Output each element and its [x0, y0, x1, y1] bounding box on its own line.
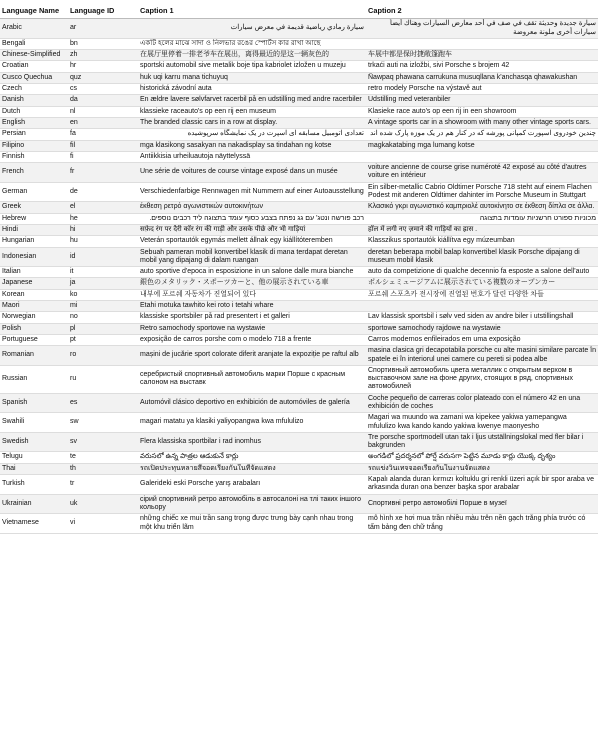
- caption-2-cell: voiture ancienne de course grise numéroté 42 exposé au côté d'autres voiture en intérieur: [366, 163, 598, 183]
- caption-1-cell: huk uqi karru mana tichuyuq: [138, 72, 366, 83]
- table-row: [0, 151, 598, 162]
- caption-1-cell: mga klasikong sasakyan na nakadisplay sa tindahan ng kotse: [138, 140, 366, 151]
- caption-2-cell: అంగడిలో ప్రదర్శనలో పోర్షే వరుసగా పెట్టిన మూడు కార్లు యొక్క దృశ్యం: [366, 452, 598, 463]
- table-row: [0, 365, 598, 393]
- language-id-cell: pt: [68, 334, 138, 345]
- caption-1-cell: Automóvil clásico deportivo en exhibición de automóviles de galería: [138, 393, 366, 413]
- caption-1-cell: Veterán sportautók egymás mellett állnak egy kiállítóteremben: [138, 236, 366, 247]
- table-row: [0, 19, 598, 39]
- table-row: [0, 61, 598, 72]
- language-id-cell: bn: [68, 38, 138, 49]
- table-row: [0, 224, 598, 235]
- header-row: [0, 4, 598, 19]
- language-name-cell: Russian: [0, 365, 68, 393]
- table-row: [0, 475, 598, 495]
- table-row: [0, 452, 598, 463]
- caption-2-cell: Κλασικό γκρι αγωνιστικό καμπριολέ αυτοκίνητο σε έκθεση δίπλα σε άλλα.: [366, 202, 598, 213]
- caption-1-cell: exposição de carros porshe com o modelo 718 a frente: [138, 334, 366, 345]
- caption-2-cell: Ein silber-metallic Cabrio Oldtimer Porsche 718 steht auf einem Flachen Podest mit anderen Oldtimer dahinter im Porsche Museum in Stuttgart: [366, 182, 598, 202]
- caption-1-cell: Etahi motuka tawhito kei roto i tetahi whare: [138, 301, 366, 312]
- language-name-cell: Italian: [0, 267, 68, 278]
- language-id-cell: pl: [68, 323, 138, 334]
- language-name-cell: Croatian: [0, 61, 68, 72]
- caption-1-cell: Verschiedenfarbige Rennwagen mit Nummern auf einer Autoausstellung: [138, 182, 366, 202]
- caption-1-cell: sportski automobil sive metalik boje tipa kabriolet izložen u muzeju: [138, 61, 366, 72]
- language-name-cell: French: [0, 163, 68, 183]
- caption-1-cell: auto sportive d'epoca in esposizione in un salone dalle mura bianche: [138, 267, 366, 278]
- caption-1-cell: Antiikkisia urheiluautoja näyttelyssä: [138, 151, 366, 162]
- language-id-cell: hi: [68, 224, 138, 235]
- language-name-cell: Dutch: [0, 106, 68, 117]
- table-row: [0, 50, 598, 61]
- caption-2-cell: ポルシェミュージアムに展示されている複数のオープンカー: [366, 278, 598, 289]
- language-id-cell: ro: [68, 346, 138, 366]
- language-name-cell: Bengali: [0, 38, 68, 49]
- caption-1-cell: historická závodní auta: [138, 84, 366, 95]
- language-name-cell: Portuguese: [0, 334, 68, 345]
- caption-1-cell: сірий спортивний ретро автомобіль в автосалоні на тлі таких іншого кольору: [138, 494, 366, 514]
- header-language-id: Language ID: [68, 4, 138, 19]
- caption-2-cell: Coche pequeño de carreras color plateado con el número 42 en una exhibición de coches: [366, 393, 598, 413]
- language-id-cell: uk: [68, 494, 138, 514]
- table-row: [0, 117, 598, 128]
- caption-1-cell: একটি হলের মাঝে সাদা ও নিলভার রঙের স্পোর্টস কার রাখা আছে: [138, 38, 366, 49]
- table-row: [0, 413, 598, 433]
- caption-1-cell: 내부에 포르쉐 자동차가 진열되어 있다: [138, 289, 366, 300]
- language-name-cell: Swahili: [0, 413, 68, 433]
- language-id-cell: hu: [68, 236, 138, 247]
- caption-1-cell: تعدادی اتومبیل مسابقه ای اسپرت در یک نمایشگاه سرپوشیده: [138, 129, 366, 140]
- caption-2-cell: auto da competizione di qualche decennio fa esposte a salone dell'auto: [366, 267, 598, 278]
- caption-1-cell: Retro samochody sportowe na wystawie: [138, 323, 366, 334]
- caption-1-cell: सफ़ेद रंग पर दैरी कॉर रंग की गाड़ी और उसके पीछे और भी गाड़ियां: [138, 224, 366, 235]
- caption-2-cell: trkaći auti na izložbi, sivi Porsche s brojem 42: [366, 61, 598, 72]
- table-row: [0, 247, 598, 267]
- table-row: [0, 267, 598, 278]
- language-id-cell: en: [68, 117, 138, 128]
- language-name-cell: Korean: [0, 289, 68, 300]
- table-row: [0, 334, 598, 345]
- language-id-cell: quz: [68, 72, 138, 83]
- table-row: [0, 393, 598, 413]
- table-row: [0, 323, 598, 334]
- caption-2-cell: magkakatabing mga lumang kotse: [366, 140, 598, 151]
- table-row: [0, 95, 598, 106]
- language-id-cell: cs: [68, 84, 138, 95]
- language-name-cell: Czech: [0, 84, 68, 95]
- language-id-cell: th: [68, 463, 138, 474]
- language-id-cell: ar: [68, 19, 138, 39]
- language-id-cell: sv: [68, 432, 138, 452]
- caption-2-cell: 포르쉐 스포츠카 전시장에 진열된 번호가 달린 다양한 차들: [366, 289, 598, 300]
- table-row: [0, 182, 598, 202]
- caption-1-cell: 在展厅里停着一排老爷车在展出，离得最近的是这一辆灰色的: [138, 50, 366, 61]
- caption-2-cell: Kapalı alanda duran kırmızı koltuklu gri renkli üzeri açık bir spor araba ve arkasında duran ona benzer başka spor arabalar: [366, 475, 598, 495]
- language-name-cell: Ukrainian: [0, 494, 68, 514]
- caption-1-cell: magari matatu ya klasiki yaliyopangwa kwa mfululizo: [138, 413, 366, 433]
- language-name-cell: Greek: [0, 202, 68, 213]
- language-name-cell: Finnish: [0, 151, 68, 162]
- language-name-cell: Spanish: [0, 393, 68, 413]
- language-name-cell: Hebrew: [0, 213, 68, 224]
- caption-2-cell: 车展中都是保时捷敞篷跑车: [366, 50, 598, 61]
- language-id-cell: zh: [68, 50, 138, 61]
- caption-2-cell: masina clasica gri decapotabila porsche cu alte masini similare parcate în spatele ei în interiorul unei camere cu pereti si podea albe: [366, 346, 598, 366]
- language-name-cell: Maori: [0, 301, 68, 312]
- language-id-cell: de: [68, 182, 138, 202]
- language-name-cell: Turkish: [0, 475, 68, 495]
- caption-1-cell: వరుసలో ఉన్న పాత్రల ఆడుకునే కార్లు: [138, 452, 366, 463]
- table-row: [0, 301, 598, 312]
- table-row: [0, 106, 598, 117]
- table-row: [0, 84, 598, 95]
- table-row: [0, 163, 598, 183]
- caption-2-cell: รถแข่งวินเทจจอดเรียงกันในงานจัดแสดง: [366, 463, 598, 474]
- caption-2-cell: چندین خودروی اسپورت کمپانی پورشه که در کنار هم در یک موزه پارک شده اند: [366, 129, 598, 140]
- language-id-cell: nl: [68, 106, 138, 117]
- table-row: [0, 494, 598, 514]
- caption-2-cell: Udstilling med veteranbiler: [366, 95, 598, 106]
- language-id-cell: te: [68, 452, 138, 463]
- header-caption-1: Caption 1: [138, 4, 366, 19]
- caption-1-cell: серебристый спортивный автомобиль марки Порше с красным салоном на выставк: [138, 365, 366, 393]
- caption-2-cell: [366, 301, 598, 312]
- caption-2-cell: Klasszikus sportautók kiállítva egy múzeumban: [366, 236, 598, 247]
- language-id-cell: id: [68, 247, 138, 267]
- caption-1-cell: Flera klassiska sportbilar i rad inomhus: [138, 432, 366, 452]
- caption-2-cell: Спортивні ретро автомобілі Порше в музеї: [366, 494, 598, 514]
- caption-1-cell: những chiếc xe mui trần sang trọng được trưng bày cạnh nhau trong một khu triển lãm: [138, 514, 366, 534]
- caption-2-cell: [366, 151, 598, 162]
- language-id-cell: vi: [68, 514, 138, 534]
- caption-2-cell: deretan beberapa mobil balap konvertibel klasik Porsche dipajang di museum mobil klasik: [366, 247, 598, 267]
- language-id-cell: fi: [68, 151, 138, 162]
- table-row: [0, 346, 598, 366]
- language-id-cell: fr: [68, 163, 138, 183]
- language-id-cell: it: [68, 267, 138, 278]
- caption-1-cell: سيارة رمادي رياضية قديمة في معرض سيارات: [138, 19, 366, 39]
- language-name-cell: Thai: [0, 463, 68, 474]
- language-name-cell: Hindi: [0, 224, 68, 235]
- language-name-cell: German: [0, 182, 68, 202]
- table-row: [0, 72, 598, 83]
- caption-1-cell: mașini de jucărie sport colorate diferit aranjate la expoziție pe raftul alb: [138, 346, 366, 366]
- caption-2-cell: mô hình xe hơi mua trần nhiều màu trên nền gạch trắng phía trước có tấm bảng đen chữ trắng: [366, 514, 598, 534]
- language-name-cell: Polish: [0, 323, 68, 334]
- language-name-cell: Chinese-Simplified: [0, 50, 68, 61]
- table-row: [0, 289, 598, 300]
- caption-1-cell: Galerideki eski Porsche yarış arabaları: [138, 475, 366, 495]
- language-id-cell: hr: [68, 61, 138, 72]
- table-row: [0, 236, 598, 247]
- language-id-cell: sw: [68, 413, 138, 433]
- language-name-cell: Danish: [0, 95, 68, 106]
- language-id-cell: fil: [68, 140, 138, 151]
- language-id-cell: da: [68, 95, 138, 106]
- language-name-cell: Hungarian: [0, 236, 68, 247]
- caption-2-cell: سيارة جديدة وحديثة تقف في صف في أحد معارض السيارات وهناك أيضاً سيارات أخرى ملونة معروضة: [366, 19, 598, 39]
- language-id-cell: mi: [68, 301, 138, 312]
- caption-2-cell: sportowe samochody rajdowe na wystawie: [366, 323, 598, 334]
- language-id-cell: ja: [68, 278, 138, 289]
- caption-1-cell: רכב פורשה ונטג' עם גג נפתח בצבע כסוף עומד בתצוגה ליד רכבים נוספים.: [138, 213, 366, 224]
- table-body: [0, 19, 598, 534]
- caption-2-cell: Magari wa muundo wa zamani wa kipekee yakiwa yamepangwa mfululizo kwa kando kando yakiwa kwenye maonyesho: [366, 413, 598, 433]
- language-name-cell: Arabic: [0, 19, 68, 39]
- caption-1-cell: Sebuah pameran mobil konvertibel klasik di mana terdapat deretan mobil yang dipajang di dalam ruangan: [138, 247, 366, 267]
- caption-2-cell: Спортивный автомобиль цвета металлик с открытым верхом в выставочном зале на фоне других, стоящих в ряд, спортивных автомобилей: [366, 365, 598, 393]
- caption-2-cell: Carros modernos enfileirados em uma exposição: [366, 334, 598, 345]
- language-id-cell: tr: [68, 475, 138, 495]
- table-row: [0, 38, 598, 49]
- language-name-cell: Telugu: [0, 452, 68, 463]
- caption-1-cell: The branded classic cars in a row at display.: [138, 117, 366, 128]
- caption-2-cell: हॉल में लगी नए ज़माने की गाड़ियों का ह्रास .: [366, 224, 598, 235]
- table-row: [0, 514, 598, 534]
- language-name-cell: Persian: [0, 129, 68, 140]
- language-name-cell: Cusco Quechua: [0, 72, 68, 83]
- language-id-cell: ko: [68, 289, 138, 300]
- language-id-cell: he: [68, 213, 138, 224]
- language-name-cell: Romanian: [0, 346, 68, 366]
- caption-1-cell: Une série de voitures de course vintage exposé dans un musée: [138, 163, 366, 183]
- table-row: [0, 312, 598, 323]
- caption-2-cell: מכוניות ספורט חרשניות עומדות בתצוגה: [366, 213, 598, 224]
- language-id-cell: el: [68, 202, 138, 213]
- caption-1-cell: klassieke raceauto's op een rij een museum: [138, 106, 366, 117]
- table-row: [0, 432, 598, 452]
- caption-1-cell: klassiske sportsbiler på rad presentert i et galleri: [138, 312, 366, 323]
- table-row: [0, 140, 598, 151]
- language-name-cell: Filipino: [0, 140, 68, 151]
- caption-2-cell: A vintage sports car in a showroom with many other vintage sports cars.: [366, 117, 598, 128]
- table-row: [0, 213, 598, 224]
- language-id-cell: ru: [68, 365, 138, 393]
- table-row: [0, 463, 598, 474]
- table-header: [0, 4, 598, 19]
- language-id-cell: es: [68, 393, 138, 413]
- language-name-cell: Indonesian: [0, 247, 68, 267]
- caption-1-cell: En ældre lavere sølvfarvet racerbil på en udstilling med andre racerbiler: [138, 95, 366, 106]
- caption-1-cell: รถเปิดประทุนหลายสีจอดเรียงกันในที่จัดแสดง: [138, 463, 366, 474]
- header-caption-2: Caption 2: [366, 4, 598, 19]
- caption-2-cell: Lav klassisk sportsbil i sølv ved siden av andre biler i utstillingshall: [366, 312, 598, 323]
- header-language-name: Language Name: [0, 4, 68, 19]
- language-id-cell: no: [68, 312, 138, 323]
- language-name-cell: Norwegian: [0, 312, 68, 323]
- caption-1-cell: 銀色のメタリック・スポーツカーと、他の展示されている車: [138, 278, 366, 289]
- caption-2-cell: retro modely Porsche na výstavě aut: [366, 84, 598, 95]
- caption-2-cell: [366, 38, 598, 49]
- caption-2-cell: Tre porsche sportmodell utan tak i ljus utställningslokal med fler bilar i bakgrunden: [366, 432, 598, 452]
- caption-2-cell: Ñawpaq phawana carrukuna musuqllana k'anchasqa qhawakushan: [366, 72, 598, 83]
- language-name-cell: Japanese: [0, 278, 68, 289]
- table-row: [0, 129, 598, 140]
- language-id-cell: fa: [68, 129, 138, 140]
- caption-1-cell: έκθεση ρετρό αγωνιστικών αυτοκινήτων: [138, 202, 366, 213]
- language-name-cell: Vietnamese: [0, 514, 68, 534]
- caption-2-cell: Klasieke race auto's op een rij in een showroom: [366, 106, 598, 117]
- table-row: [0, 202, 598, 213]
- caption-table: [0, 4, 598, 534]
- language-name-cell: Swedish: [0, 432, 68, 452]
- table-row: [0, 278, 598, 289]
- language-name-cell: English: [0, 117, 68, 128]
